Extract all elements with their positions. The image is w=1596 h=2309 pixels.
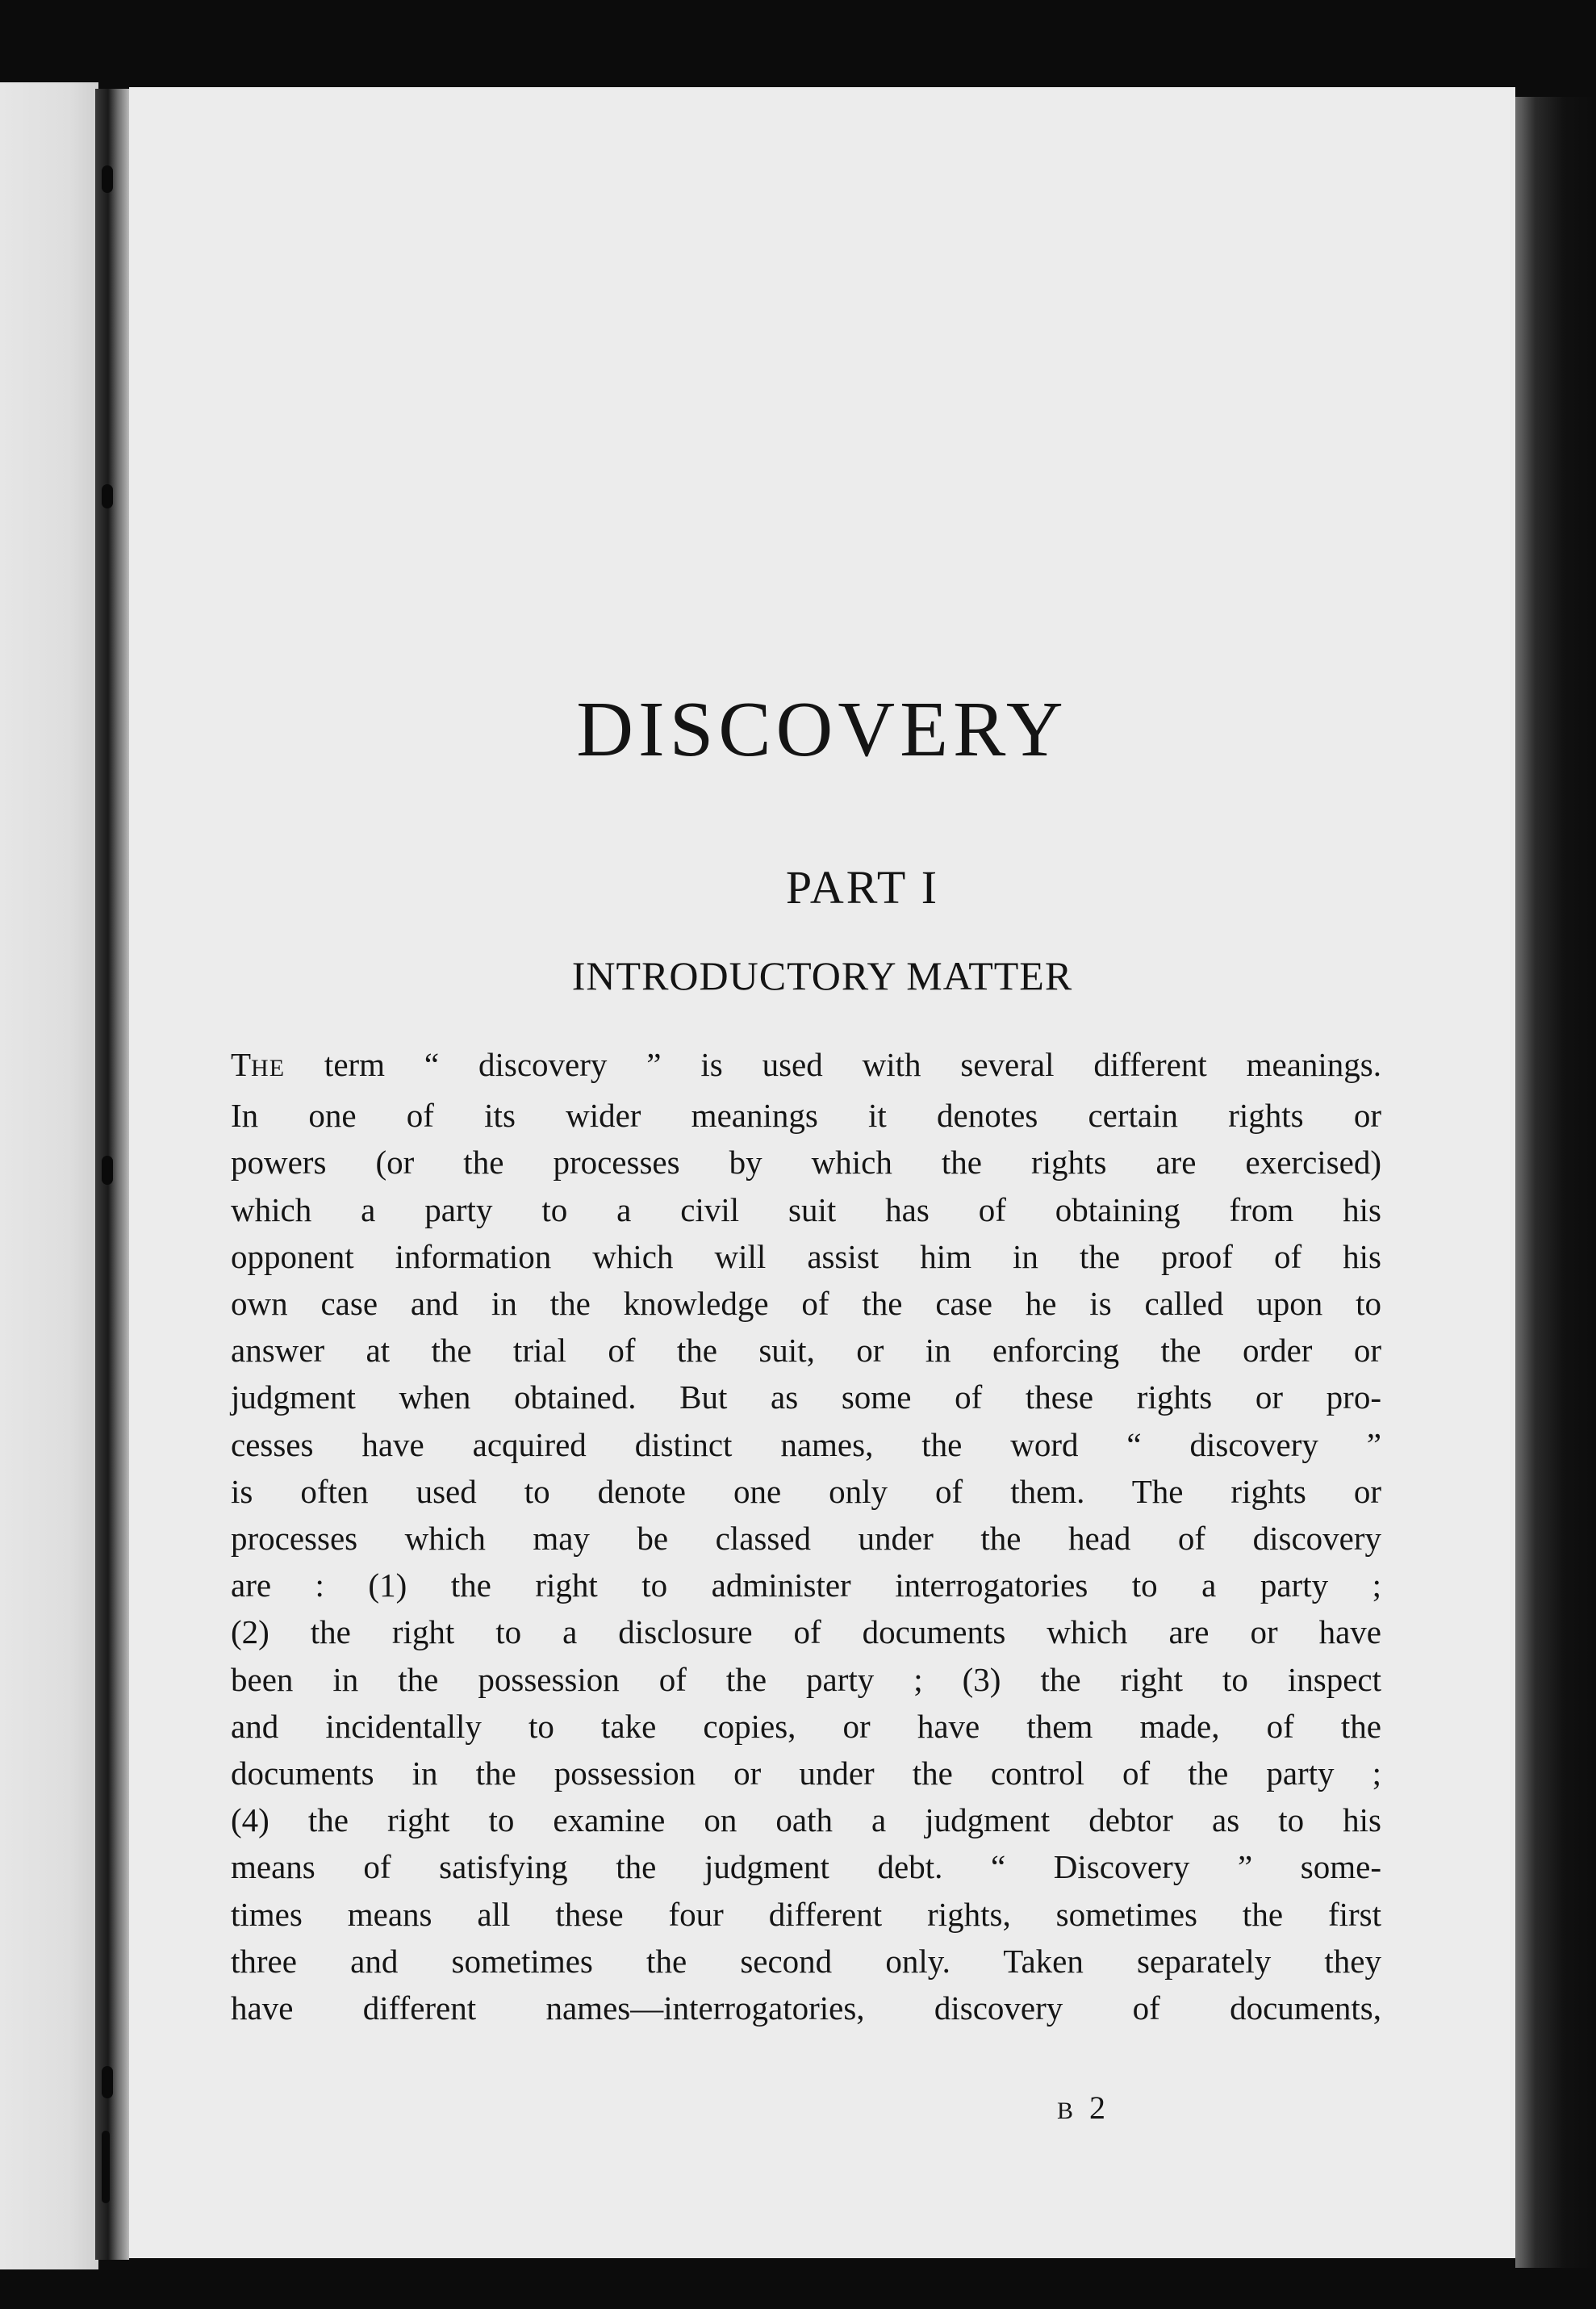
binding-stitch	[102, 165, 113, 193]
paragraph-line: answer at the trial of the suit, or in enforcing the order or	[231, 1332, 1381, 1370]
paragraph-line: and incidentally to take copies, or have them made, of the	[231, 1707, 1381, 1745]
paragraph-line: processes which may be classed under the head of discovery	[231, 1520, 1381, 1558]
paragraph-line: powers (or the processes by which the rights are exercised)	[231, 1144, 1381, 1182]
paragraph-line: own case and in the knowledge of the case he is called upon to	[231, 1285, 1381, 1323]
paragraph-line: In one of its wider meanings it denotes certain rights or	[231, 1097, 1381, 1135]
binding-stitch	[102, 1156, 113, 1185]
facing-page-edge	[0, 82, 98, 2269]
paragraph-line: (2) the right to a disclosure of documents which are or have	[231, 1613, 1381, 1651]
drop-initial: T	[231, 1046, 252, 1083]
paragraph-line: times means all these four different rights, sometimes the first	[231, 1895, 1381, 1933]
book-page	[129, 87, 1515, 2258]
paragraph-line: means of satisfying the judgment debt. “ Discovery ” some-	[231, 1848, 1381, 1886]
body-paragraph	[231, 1041, 1381, 2031]
paragraph-line: which a party to a civil suit has of obtaining from his	[231, 1190, 1381, 1228]
page-title: DISCOVERY	[576, 686, 1068, 773]
paragraph-line: are : (1) the right to administer interrogatories to a party ;	[231, 1567, 1381, 1604]
page-right-edge	[1515, 97, 1596, 2268]
paragraph-line: judgment when obtained. But as some of these rights or pro-	[231, 1378, 1381, 1416]
binding-stitch	[102, 484, 113, 508]
small-caps-word: HE	[251, 1055, 286, 1081]
paragraph-line: is often used to denote one only of them. The rights or	[231, 1472, 1381, 1510]
paragraph-line: opponent information which will assist him in the proof of his	[231, 1237, 1381, 1275]
book-gutter	[95, 89, 132, 2260]
paragraph-line: (4) the right to examine on oath a judgment debtor as to his	[231, 1801, 1381, 1839]
first-line-text: term “ discovery ” is used with several different meanings.	[285, 1046, 1381, 1083]
paragraph-line: have different names—interrogatories, discovery of documents,	[231, 1989, 1381, 2027]
paragraph-line: cesses have acquired distinct names, the word “ discovery ”	[231, 1425, 1381, 1463]
paragraph-line	[231, 1041, 1381, 1092]
binding-stitch	[102, 2066, 113, 2098]
signature-letter: B	[1057, 2098, 1076, 2124]
scan-bottom-border	[129, 2258, 1515, 2309]
section-heading: INTRODUCTORY MATTER	[571, 953, 1073, 998]
signature-mark	[1057, 2089, 1107, 2127]
paragraph-line: been in the possession of the party ; (3) the right to inspect	[231, 1660, 1381, 1698]
signature-number: 2	[1089, 2089, 1108, 2126]
binding-stitch	[102, 2131, 110, 2203]
paragraph-line: three and sometimes the second only. Taken separately they	[231, 1942, 1381, 1980]
paragraph-line: documents in the possession or under the control of the party ;	[231, 1755, 1381, 1792]
part-heading: PART I	[785, 861, 940, 914]
